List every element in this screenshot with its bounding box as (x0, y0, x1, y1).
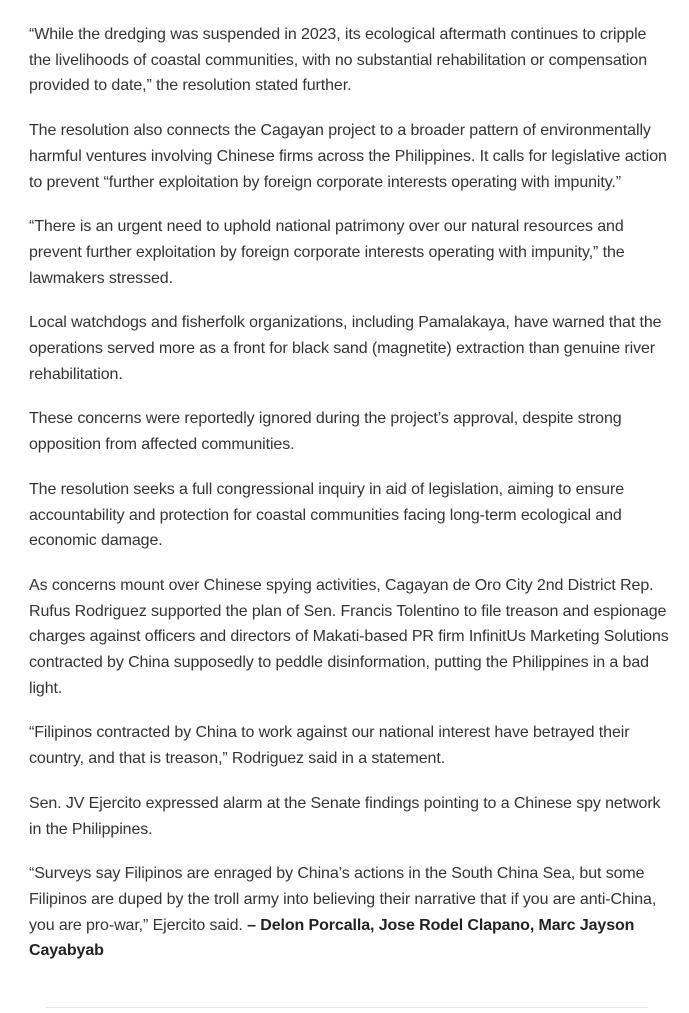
article-paragraph: As concerns mount over Chinese spying activities, Cagayan de Oro City 2nd District Rep. Rufus Rodriguez supported the plan of Sen. Francis Tolentino to file treason and espionage charges against officers and directors of Makati-based PR firm InfinitUs Marketing Solutions contracted by China supposedly to peddle disinformation, putting the Philippines in a bad light. (29, 576, 669, 697)
final-paragraph-text: “Surveys say Filipinos are enraged by China’s actions in the South China Sea, but some Filipinos are duped by the troll army into believing their narrative that if you are anti-China, you are pro-war,” Ejercito said. (29, 865, 657, 934)
article-paragraph: “Filipinos contracted by China to work against our national interest have betrayed their country, and that is treason,” Rodriguez said in a statement. (29, 724, 630, 768)
divider (46, 1007, 648, 1008)
article-paragraph: “There is an urgent need to uphold national patrimony over our natural resources and prevent further exploitation by foreign corporate interests operating with impunity,” the lawmakers stressed. (29, 218, 625, 287)
byline: – Delon Porcalla, Jose Rodel Clapano, Marc Jayson Cayabyab (29, 916, 635, 960)
article-paragraph: The resolution also connects the Cagayan project to a broader pattern of environmentally harmful ventures involving Chinese firms across the Philippines. It calls for legislative action to prevent “further exploitation by foreign corporate interests operating with impunity.” (29, 122, 667, 191)
article-paragraph: “While the dredging was suspended in 2023, its ecological aftermath continues to cripple the livelihoods of coastal communities, with no substantial rehabilitation or compensation provided to date,” the resolution stated further. (29, 26, 648, 95)
article-paragraph: Sen. JV Ejercito expressed alarm at the Senate findings pointing to a Chinese spy network in the Philippines. (29, 794, 661, 838)
article-paragraph: The resolution seeks a full congressional inquiry in aid of legislation, aiming to ensure accountability and protection for coastal communities facing long-term ecological and economic damage. (29, 480, 624, 550)
article-body (29, 22, 670, 983)
article-paragraph: Local watchdogs and fisherfolk organizations, including Pamalakaya, have warned that the operations served more as a front for black sand (magnetite) extraction than genuine river rehabilitation. (29, 314, 662, 383)
article-paragraph: These concerns were reportedly ignored during the project’s approval, despite strong opposition from affected communities. (29, 410, 622, 454)
article-final-paragraph (29, 861, 670, 964)
